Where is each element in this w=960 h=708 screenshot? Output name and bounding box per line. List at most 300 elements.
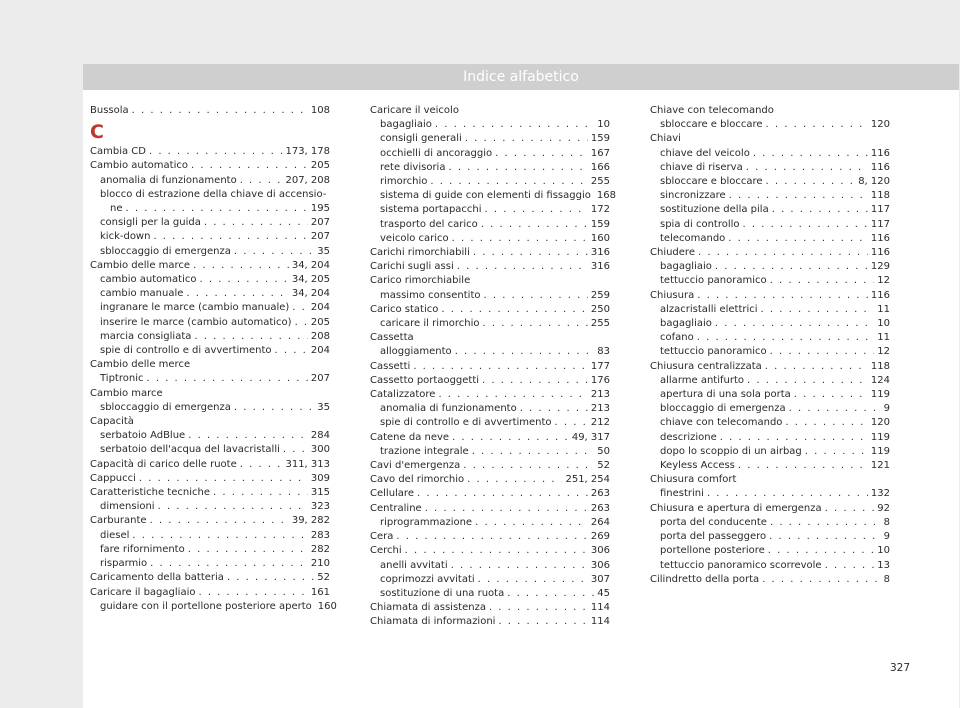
entry-term: Cavo del rimorchio: [370, 474, 465, 486]
entry-page-ref: 213: [590, 389, 610, 401]
entry-page-ref: 12: [877, 275, 890, 287]
dot-leader: [150, 557, 308, 571]
entry-term: diesel: [100, 529, 130, 541]
index-entry: [650, 502, 890, 516]
index-subentry: [650, 175, 890, 189]
index-entry: [370, 388, 610, 402]
index-subentry: [90, 202, 330, 216]
entry-page-ref: 114: [590, 602, 610, 614]
page-title: Indice alfabetico: [463, 69, 579, 85]
entry-page-ref: 108: [310, 105, 330, 116]
dot-leader: [149, 145, 283, 159]
dot-leader: [747, 374, 868, 388]
entry-page-ref: 212: [590, 417, 610, 429]
dot-leader: [193, 259, 289, 273]
entry-page-ref: 255: [590, 176, 610, 188]
index-entry: [90, 486, 330, 500]
entry-term: riprogrammazione: [380, 516, 473, 528]
entry-page-ref: 39, 282: [291, 515, 330, 527]
dot-leader: [132, 529, 307, 543]
index-subentry: [370, 402, 610, 416]
index-heading: Caricare il veicolo: [370, 105, 459, 116]
dot-leader: [715, 317, 874, 331]
dot-leader: [158, 500, 308, 514]
index-subentry: [370, 147, 610, 161]
entry-page-ref: 50: [597, 445, 610, 457]
entry-page-ref: 207: [310, 217, 330, 229]
entry-page-ref: 52: [597, 460, 610, 472]
dot-leader: [465, 132, 588, 146]
entry-page-ref: 13: [877, 559, 890, 571]
dot-leader: [729, 189, 868, 203]
entry-term: inserire le marce (cambio automatico): [100, 316, 292, 328]
index-heading: Cassetta: [370, 332, 414, 344]
entry-term: tettuccio panoramico: [660, 346, 767, 358]
index-entry: [90, 514, 330, 528]
index-subentry: [650, 232, 890, 246]
entry-page-ref: 306: [590, 559, 610, 571]
dot-leader: [425, 502, 588, 516]
entry-page-ref: 283: [310, 529, 330, 541]
entry-page-ref: 34, 204: [291, 288, 330, 300]
entry-page-ref: 118: [870, 360, 890, 372]
index-entry: [650, 573, 890, 587]
dot-leader: [482, 317, 587, 331]
dot-leader: [770, 345, 875, 359]
entry-term: trasporto del carico: [380, 218, 478, 230]
entry-page-ref: 118: [870, 190, 890, 202]
entry-page-ref: 120: [870, 417, 890, 429]
dot-leader: [448, 161, 587, 175]
entry-term: Tiptronic: [100, 373, 144, 385]
dot-leader: [240, 174, 283, 188]
entry-term: rete divisoria: [380, 161, 446, 173]
entry-term: massimo consentito: [380, 289, 481, 301]
entry-page-ref: 132: [870, 488, 890, 500]
entry-term: spie di controllo e di avvertimento: [100, 345, 272, 357]
entry-page-ref: 160: [590, 232, 610, 244]
index-subentry: [650, 345, 890, 359]
index-subentry: [650, 303, 890, 317]
entry-page-ref: 282: [310, 543, 330, 555]
entry-page-ref: 116: [870, 147, 890, 159]
entry-term: spia di controllo: [660, 218, 740, 230]
entry-term: caricare il rimorchio: [380, 318, 480, 330]
entry-term: cofano: [660, 332, 694, 344]
entry-page-ref: 116: [870, 232, 890, 244]
index-subentry: [90, 344, 330, 358]
entry-term: apertura di una sola porta: [660, 389, 791, 401]
index-column-2: [370, 104, 616, 630]
entry-page-ref: 264: [590, 516, 610, 528]
dot-leader: [438, 388, 587, 402]
entry-page-ref: 52: [317, 572, 330, 584]
dot-leader: [746, 161, 868, 175]
entry-term: Cerchi: [370, 545, 402, 557]
entry-page-ref: 119: [870, 445, 890, 457]
entry-term: sistema di guide con elementi di fissaggio: [380, 190, 591, 202]
entry-term: serbatoio dell'acqua del lavacristalli: [100, 444, 280, 456]
entry-page-ref: 49, 317: [571, 431, 610, 443]
entry-term: Cellulare: [370, 488, 414, 500]
entry-term: Cambia CD: [90, 146, 146, 158]
dot-leader: [467, 473, 562, 487]
entry-page-ref: 45: [597, 587, 610, 599]
entry-term: Chiusura centralizzata: [650, 360, 762, 372]
entry-page-ref: 8: [883, 573, 890, 585]
index-subentry: [90, 216, 330, 230]
entry-page-ref: 173, 178: [285, 146, 330, 158]
dot-leader: [283, 443, 308, 457]
index-subentry: [650, 431, 890, 445]
index-subentry: [650, 459, 890, 473]
entry-term: sistema portapacchi: [380, 204, 482, 216]
entry-page-ref: 269: [590, 531, 610, 543]
entry-page-ref: 207: [310, 373, 330, 385]
dot-leader: [126, 202, 308, 216]
index-subentry: [90, 443, 330, 457]
dot-leader: [188, 429, 308, 443]
dot-leader: [697, 331, 875, 345]
entry-page-ref: 12: [877, 346, 890, 358]
entry-page-ref: 34, 204: [291, 259, 330, 271]
index-entry: [90, 472, 330, 486]
dot-leader: [191, 159, 308, 173]
entry-page-ref: 160: [317, 600, 337, 612]
index-subentry: [370, 317, 610, 331]
index-heading: Cambio marce: [90, 387, 163, 399]
index-subentry: [90, 500, 330, 514]
dot-leader: [770, 516, 881, 530]
dot-leader: [769, 530, 880, 544]
index-subentry: [370, 445, 610, 459]
entry-term: trazione integrale: [380, 445, 469, 457]
dot-leader: [463, 459, 594, 473]
entry-page-ref: 207: [310, 231, 330, 243]
dot-leader: [194, 330, 308, 344]
entry-page-ref: 159: [590, 218, 610, 230]
dot-leader: [473, 246, 588, 260]
entry-page-ref: 9: [883, 403, 890, 415]
entry-page-ref: 10: [597, 119, 610, 131]
index-subentry: [650, 487, 890, 501]
entry-page-ref: 120: [870, 119, 890, 131]
dot-leader: [728, 232, 868, 246]
entry-page-ref: 263: [590, 502, 610, 514]
entry-page-ref: 8, 120: [858, 176, 890, 188]
dot-leader: [507, 587, 594, 601]
index-entry: [370, 487, 610, 501]
entry-term: Caricare il bagagliaio: [90, 586, 196, 598]
page-number: 327: [890, 662, 911, 674]
entry-term: spie di controllo e di avvertimento: [380, 417, 552, 429]
entry-term: veicolo carico: [380, 232, 449, 244]
dot-leader: [292, 301, 308, 315]
entry-term: bagagliaio: [660, 261, 712, 273]
entry-term: chiave di riserva: [660, 161, 743, 173]
entry-term: telecomando: [660, 232, 726, 244]
dot-leader: [452, 431, 569, 445]
index-entry: [90, 159, 330, 173]
index-subentry: [370, 161, 610, 175]
index-entry: [370, 260, 610, 274]
index-entry: [650, 246, 890, 260]
dot-leader: [435, 118, 594, 132]
index-entry: [370, 431, 610, 445]
dot-leader: [495, 147, 588, 161]
entry-term: tettuccio panoramico: [660, 275, 767, 287]
entry-term: sbloccaggio di emergenza: [100, 401, 231, 413]
dot-leader: [199, 273, 288, 287]
entry-term: Chiusura e apertura di emergenza: [650, 502, 822, 514]
entry-term: Keyless Access: [660, 460, 735, 472]
index-entry: [370, 246, 610, 260]
index-subentry: [650, 559, 890, 573]
index-entry: [90, 145, 330, 159]
entry-page-ref: 255: [590, 318, 610, 330]
dot-leader: [698, 246, 868, 260]
dot-leader: [707, 487, 868, 501]
index-subentry: [90, 372, 330, 386]
entry-term: Chiusura: [650, 289, 695, 301]
index-entry: [370, 374, 610, 388]
entry-term: sbloccare e bloccare: [660, 176, 763, 188]
dot-leader: [520, 402, 588, 416]
dot-leader: [132, 104, 308, 118]
entry-page-ref: 259: [590, 289, 610, 301]
index-subentry: [90, 429, 330, 443]
entry-term: bagagliaio: [660, 318, 712, 330]
index-subentry: [370, 516, 610, 530]
index-subentry: [90, 174, 330, 188]
entry-page-ref: 210: [310, 558, 330, 570]
dot-leader: [234, 245, 314, 259]
entry-term: Catene da neve: [370, 431, 450, 443]
entry-page-ref: 208: [310, 330, 330, 342]
dot-leader: [188, 543, 308, 557]
index-heading: Chiavi: [650, 133, 681, 145]
dot-leader: [753, 147, 868, 161]
index-entry: [370, 544, 610, 558]
entry-page-ref: 284: [310, 430, 330, 442]
entry-term: serbatoio AdBlue: [100, 430, 186, 442]
dot-leader: [452, 232, 588, 246]
dot-leader: [457, 260, 588, 274]
entry-page-ref: 207, 208: [285, 174, 330, 186]
entry-term: risparmio: [100, 558, 148, 570]
index-entry: [90, 104, 330, 118]
entry-page-ref: 119: [870, 389, 890, 401]
index-subentry: [370, 118, 610, 132]
index-subentry: [370, 218, 610, 232]
entry-term: Bussola: [90, 105, 129, 116]
index-subentry: [650, 274, 890, 288]
index-subentry: [370, 587, 610, 601]
index-subentry: [370, 132, 610, 146]
entry-page-ref: 176: [590, 374, 610, 386]
entry-page-ref: 116: [870, 247, 890, 259]
dot-leader: [762, 573, 880, 587]
entry-term: anelli avvitati: [380, 559, 448, 571]
index-subentry: [370, 289, 610, 303]
index-subentry: [650, 161, 890, 175]
index-subentry: [650, 260, 890, 274]
entry-term: Cassetti: [370, 360, 411, 372]
dot-leader: [396, 530, 588, 544]
index-subentry: [650, 331, 890, 345]
index-entry: [370, 473, 610, 487]
entry-term: chiave del veicolo: [660, 147, 750, 159]
entry-term: Cilindretto della porta: [650, 573, 760, 585]
entry-term: ne: [110, 203, 123, 215]
entry-page-ref: 316: [590, 247, 610, 259]
index-subentry: [90, 287, 330, 301]
entry-term: Cambio delle marce: [90, 259, 191, 271]
dot-leader: [455, 345, 595, 359]
entry-page-ref: 10: [877, 545, 890, 557]
entry-term: Chiamata di informazioni: [370, 616, 496, 628]
index-entry: [370, 502, 610, 516]
dot-leader: [204, 216, 308, 230]
entry-term: coprimozzi avvitati: [380, 573, 475, 585]
index-subentry: [650, 516, 890, 530]
entry-page-ref: 205: [310, 316, 330, 328]
entry-page-ref: 251, 254: [565, 474, 610, 486]
entry-term: Caratteristiche tecniche: [90, 487, 210, 499]
entry-term: Capacità di carico delle ruote: [90, 458, 237, 470]
entry-term: Cavi d'emergenza: [370, 460, 461, 472]
index-subentry: [370, 573, 610, 587]
index-subentry: [90, 273, 330, 287]
entry-page-ref: 323: [310, 501, 330, 513]
index-entry: [370, 360, 610, 374]
entry-page-ref: 116: [870, 161, 890, 173]
entry-page-ref: 250: [590, 303, 610, 315]
dot-leader: [770, 274, 875, 288]
entry-page-ref: 35: [317, 401, 330, 413]
entry-term: alloggiamento: [380, 346, 452, 358]
entry-page-ref: 116: [870, 289, 890, 301]
entry-page-ref: 311, 313: [285, 458, 330, 470]
dot-leader: [825, 502, 875, 516]
entry-term: Cera: [370, 531, 394, 543]
dot-leader: [139, 472, 308, 486]
dot-leader: [240, 458, 283, 472]
dot-leader: [761, 303, 875, 317]
page-header: [83, 64, 959, 90]
entry-term: sbloccare e bloccare: [660, 119, 763, 131]
index-subentry: [90, 600, 337, 614]
index-column-3: [650, 104, 890, 587]
index-subentry: [90, 230, 330, 244]
index-subentry: [90, 543, 330, 557]
index-entry: [370, 601, 610, 615]
index-subentry: [650, 374, 890, 388]
dot-leader: [489, 601, 588, 615]
entry-term: guidare con il portellone posteriore aperto: [100, 600, 312, 612]
dot-leader: [743, 218, 868, 232]
entry-page-ref: 309: [310, 472, 330, 484]
index-subentry: [90, 316, 330, 330]
entry-page-ref: 300: [310, 444, 330, 456]
dot-leader: [766, 175, 856, 189]
dot-leader: [789, 402, 881, 416]
dot-leader: [186, 287, 288, 301]
entry-term: finestrini: [660, 488, 704, 500]
entry-term: descrizione: [660, 431, 717, 443]
section-letter: C: [90, 121, 104, 144]
entry-term: Chiudere: [650, 247, 695, 259]
index-heading: Carico rimorchiabile: [370, 275, 471, 287]
entry-page-ref: 119: [870, 431, 890, 443]
dot-leader: [213, 486, 308, 500]
entry-page-ref: 11: [877, 303, 890, 315]
entry-page-ref: 9: [883, 531, 890, 543]
dot-leader: [772, 203, 868, 217]
index-subentry: [650, 445, 890, 459]
dot-leader: [481, 218, 588, 232]
index-subentry: [650, 402, 890, 416]
entry-term: Carichi rimorchiabili: [370, 247, 470, 259]
entry-page-ref: 306: [590, 545, 610, 557]
dot-leader: [794, 388, 868, 402]
entry-term: porta del conducente: [660, 516, 767, 528]
entry-page-ref: 92: [877, 502, 890, 514]
entry-page-ref: 159: [590, 133, 610, 145]
dot-leader: [478, 573, 588, 587]
index-subentry: [370, 203, 610, 217]
entry-term: Centraline: [370, 502, 422, 514]
entry-term: bloccaggio di emergenza: [660, 403, 786, 415]
index-subentry: [90, 330, 330, 344]
index-subentry: [650, 416, 890, 430]
dot-leader: [482, 374, 588, 388]
dot-leader: [738, 459, 868, 473]
entry-term: Caricamento della batteria: [90, 572, 224, 584]
entry-page-ref: 121: [870, 460, 890, 472]
index-entry: [650, 289, 890, 303]
entry-page-ref: 177: [590, 360, 610, 372]
entry-page-ref: 117: [870, 218, 890, 230]
entry-page-ref: 315: [310, 487, 330, 499]
entry-term: allarme antifurto: [660, 374, 744, 386]
entry-term: Chiamata di assistenza: [370, 602, 486, 614]
dot-leader: [405, 544, 588, 558]
entry-term: cambio manuale: [100, 288, 184, 300]
index-subentry: [370, 416, 610, 430]
entry-page-ref: 263: [590, 488, 610, 500]
entry-term: Carichi sugli assi: [370, 261, 454, 273]
entry-page-ref: 204: [310, 345, 330, 357]
dot-leader: [768, 544, 874, 558]
entry-term: fare rifornimento: [100, 543, 185, 555]
index-subentry: [650, 147, 890, 161]
entry-term: Carico statico: [370, 303, 439, 315]
index-heading: Cambio delle merce: [90, 359, 191, 371]
entry-term: Carburante: [90, 515, 147, 527]
entry-term: sincronizzare: [660, 190, 726, 202]
entry-term: rimorchio: [380, 176, 428, 188]
dot-leader: [417, 487, 588, 501]
index-subentry: [370, 175, 610, 189]
entry-page-ref: 35: [317, 245, 330, 257]
entry-page-ref: 10: [877, 318, 890, 330]
entry-term: portellone posteriore: [660, 545, 765, 557]
index-column-1: [90, 104, 337, 614]
entry-page-ref: 114: [590, 616, 610, 628]
dot-leader: [484, 289, 588, 303]
dot-leader: [441, 303, 588, 317]
